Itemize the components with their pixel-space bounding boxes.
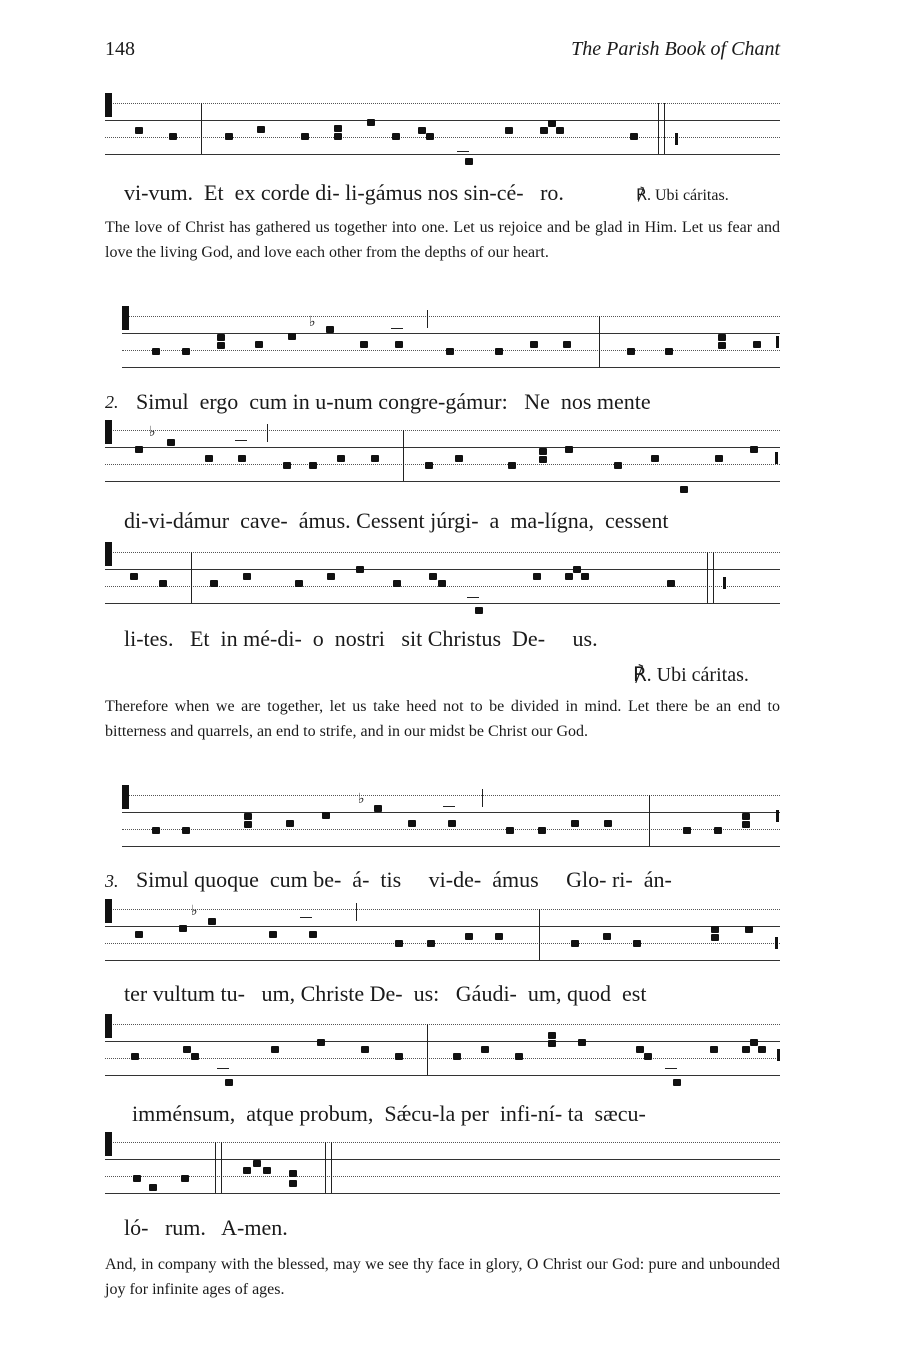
response-cue-2: ℟. Ubi cáritas.	[633, 664, 749, 686]
translation-2: Therefore when we are together, let us take heed not to be divided in mind. Let there be an end to bitterness and quarrels, an end to strife, and in our midst be Christ our God.	[105, 698, 780, 740]
book-title: The Parish Book of Chant	[571, 38, 780, 60]
page-number: 148	[105, 38, 135, 60]
lyric-line-6: ter vultum tu- um, Christe De- us: Gáudi- um, quod est	[124, 981, 647, 1006]
clef-icon	[105, 420, 112, 444]
clef-icon	[105, 542, 112, 566]
chant-staff-1	[105, 103, 780, 157]
chant-staff-5: ♭	[122, 795, 780, 849]
lyric-line-8: ló- rum. A-men.	[124, 1215, 288, 1240]
chant-staff-4	[105, 552, 780, 606]
response-cue: ℟. Ubi cáritas.	[636, 187, 729, 204]
clef-icon	[105, 93, 112, 117]
chant-staff-7	[105, 1024, 780, 1078]
chant-staff-6: ♭	[105, 909, 780, 963]
clef-icon	[105, 1132, 112, 1156]
chant-staff-8	[105, 1142, 780, 1196]
clef-icon	[122, 306, 129, 330]
chant-staff-2: ♭	[122, 316, 780, 370]
clef-icon	[105, 899, 112, 923]
translation-1: The love of Christ has gathered us together into one. Let us rejoice and be glad in Him. Let us fear and love the living God, and love each other from the depths of our heart.	[105, 219, 780, 261]
lyric-line-2: Simul ergo cum in u-num congre-gámur: Ne nos mente	[136, 389, 651, 414]
lyric-line-1: vi-vum. Et ex corde di- li-gámus nos sin-cé- ro.	[124, 180, 564, 205]
verse-number-3: 3.	[105, 871, 119, 891]
clef-icon	[122, 785, 129, 809]
lyric-line-7: imménsum, atque probum, Sǽcu-la per infi-ní- ta sæcu-	[132, 1101, 646, 1126]
lyric-line-5: Simul quoque cum be- á- tis vi-de- ámus Glo- ri- án-	[136, 867, 672, 892]
clef-icon	[105, 1014, 112, 1038]
verse-number-2: 2.	[105, 392, 119, 412]
chant-staff-3: ♭	[105, 430, 780, 484]
lyric-line-3: di-vi-dámur cave- ámus. Cessent júrgi- a ma-lígna, cessent	[124, 508, 669, 533]
translation-3: And, in company with the blessed, may we see thy face in glory, O Christ our God: pure and unbounded joy for infinite ages of ages.	[105, 1256, 780, 1298]
lyric-line-4: li-tes. Et in mé-di- o nostri sit Christus De- us.	[124, 626, 598, 651]
